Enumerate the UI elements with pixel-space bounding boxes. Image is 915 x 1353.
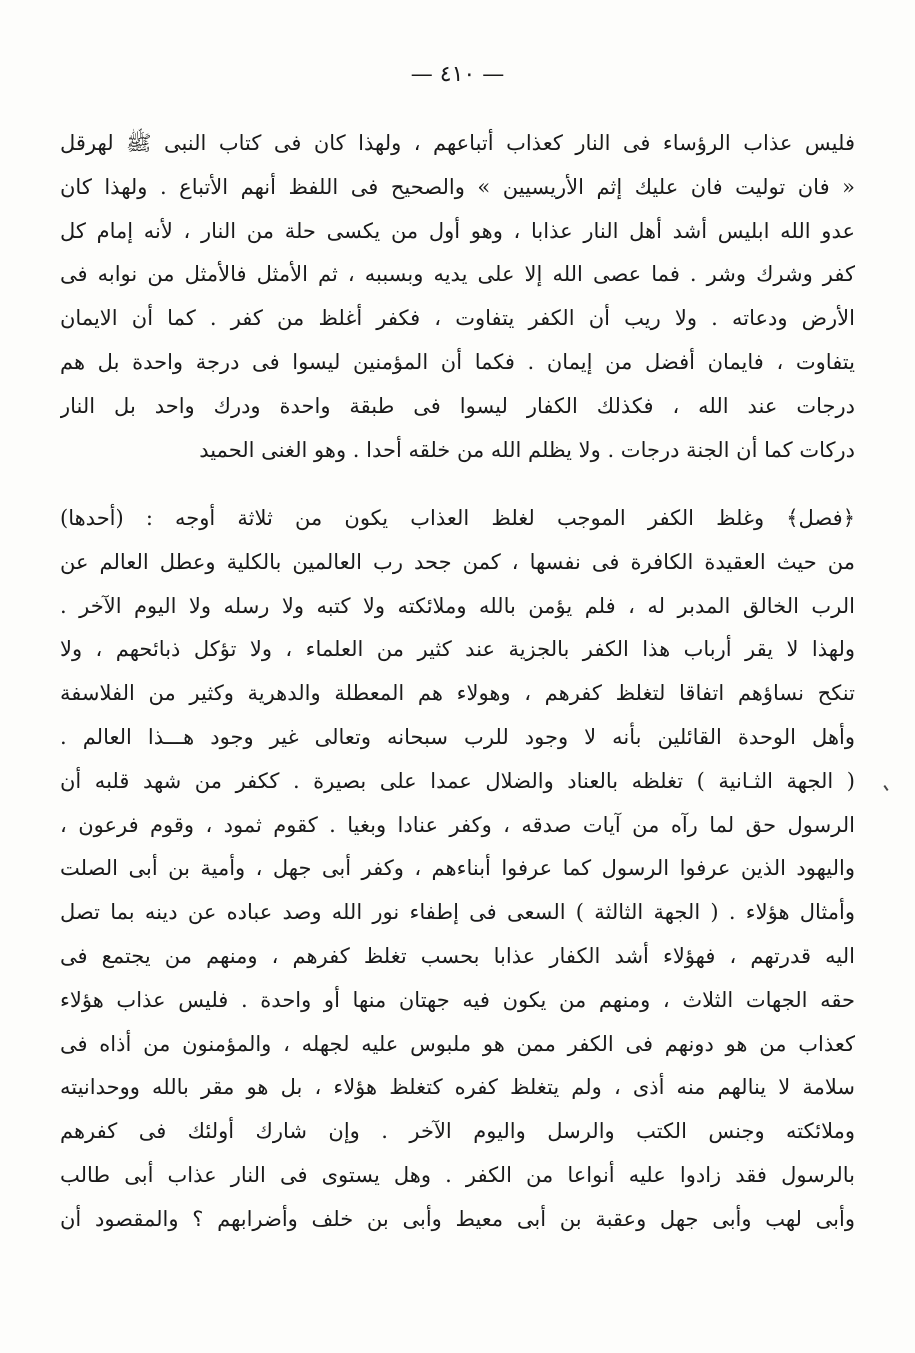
text-line: وملائكته وجنس الكتب والرسل واليوم الآخر . وإن شارك أولئك فى كفرهم [60,1119,855,1144]
stray-ink-mark [883,785,888,791]
page-number: — ٤١٠ — [410,62,505,87]
text-line: وأهل الوحدة القائلين بأنه لا وجود للرب سبحانه وتعالى غير وجود هـــذا العالم . [60,724,855,749]
text-line: « فان توليت فان عليك إثم الأريسيين » والصحيح فى اللفظ أنهم الأتباع . ولهذا كان [60,174,855,199]
text-line: ولهذا لا يقر أرباب هذا الكفر بالجزية عند كثير من العلماء ، ولا تؤكل ذبائحهم ، ولا [60,637,855,662]
text-line: واليهود الذين عرفوا الرسول كما عرفوا أبناءهم ، وكفر أبى جهل ، وأمية بن أبى الصلت [60,856,855,881]
paragraph-2 [60,497,855,1242]
text-line: تنكح نساؤهم اتفاقا لتغلظ كفرهم ، وهولاء هم المعطلة والدهرية وكثير من الفلاسفة [60,681,855,706]
text-line: كعذاب من هو دونهم فى الكفر ممن هو ملبوس عليه لجهله ، والمؤمنون من أذاه فى [60,1031,855,1056]
text-line: درجات عند الله ، فكذلك الكفار ليسوا فى طبقة واحدة ودرك واحد بل النار [60,393,855,418]
paragraph-1 [60,122,855,472]
text-line: الرب الخالق المدبر له ، فلم يؤمن بالله وملائكته ولا كتبه ولا رسله ولا اليوم الآخر . [60,593,855,618]
text-line: ( الجهة الثـانية ) تغلظه بالعناد والضلال عمدا على بصيرة . ككفر من شهد قلبه أن [60,768,855,793]
text-line: وأمثال هؤلاء . ( الجهة الثالثة ) السعى فى إطفاء نور الله وصد عباده عن دينه بما تصل [60,900,855,925]
text-line: سلامة لا ينالهم منه أذى ، ولم يتغلظ كفره كتغلظ هؤلاء ، بل هو مقر بالله ووحدانيته [60,1075,855,1100]
text-line: الأرض ودعاته . ولا ريب أن الكفر يتفاوت ، فكفر أغلظ من كفر . كما أن الايمان [60,306,855,331]
text-line: عدو الله ابليس أشد أهل النار عذابا ، وهو أول من يكسى حلة من النار ، لأنه إمام كل [60,218,855,243]
text-line: وأبى لهب وأبى جهل وعقبة بن أبى معيط وأبى بن خلف وأضرابهم ؟ والمقصود أن [60,1206,855,1231]
section-heading-line: ﴿فصل﴾ وغلظ الكفر الموجب لغلظ العذاب يكون من ثلاثة أوجه : (أحدها) [60,506,855,530]
text-line: بالرسول فقد زادوا عليه أنواعا من الكفر . وهل يستوى فى النار عذاب أبى طالب [60,1162,855,1187]
text-line: من حيث العقيدة الكافرة فى نفسها ، كمن جحد رب العالمين بالكلية وعطل العالم عن [60,549,855,574]
text-line: حقه الجهات الثلاث ، ومنهم من يكون فيه جهتان منها أو واحدة . فليس عذاب هؤلاء [60,987,855,1012]
text-line: دركات كما أن الجنة درجات . ولا يظلم الله من خلقه أحدا . وهو الغنى الحميد [199,437,855,462]
text-line: فليس عذاب الرؤساء فى النار كعذاب أتباعهم ، ولهذا كان فى كتاب النبى ﷺ لهرقل [60,131,855,155]
text-line: الرسول حق لما رآه من آيات صدقه ، وكفر عنادا وبغيا . كقوم ثمود ، وقوم فرعون ، [60,812,855,837]
text-line: يتفاوت ، فايمان أفضل من إيمان . فكما أن المؤمنين ليسوا فى درجة واحدة بل هم [60,349,855,374]
text-line: كفر وشرك وشر . فما عصى الله إلا على يديه وبسببه ، ثم الأمثل فالأمثل من نوابه فى [60,262,855,287]
text-line: اليه قدرتهم ، فهؤلاء أشد الكفار عذابا بحسب تغلظ كفرهم ، ومنهم من يجتمع فى [60,943,855,968]
